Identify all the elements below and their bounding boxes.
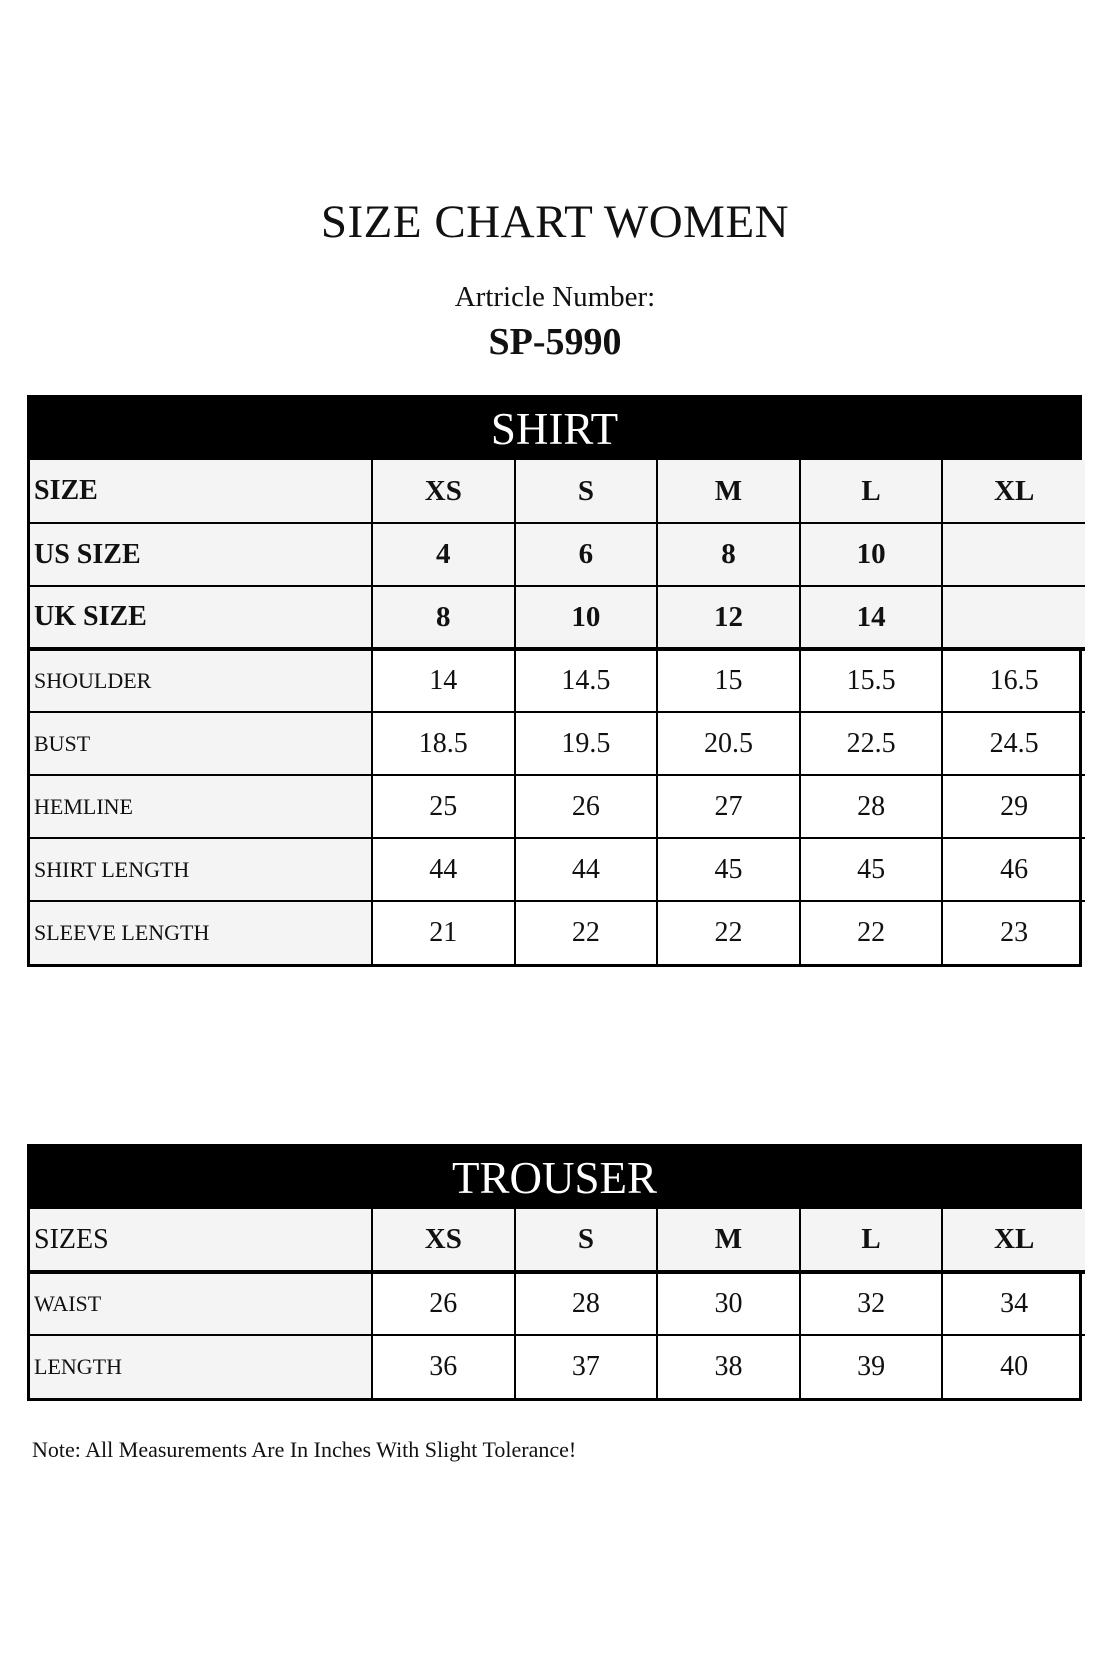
table-cell: 22.5 [800,712,943,775]
shirt-header-cell: XS [372,460,515,523]
trouser-header-cell: SIZES [30,1209,372,1272]
shoulder-row [30,649,1085,712]
table-cell: 14.5 [515,649,658,712]
length-row [30,1335,1085,1398]
table-cell: 8 [657,523,800,586]
us-size-row [30,523,1085,586]
table-cell: 16.5 [942,649,1085,712]
table-cell: 29 [942,775,1085,838]
row-label: WAIST [30,1272,372,1335]
page-title: SIZE CHART WOMEN [320,196,790,248]
table-cell: 15 [657,649,800,712]
row-label: LENGTH [30,1335,372,1398]
table-cell: 28 [515,1272,658,1335]
table-cell: 10 [800,523,943,586]
shirt-header-cell: S [515,460,658,523]
table-cell: 36 [372,1335,515,1398]
row-label: BUST [30,712,372,775]
table-cell: 19.5 [515,712,658,775]
table-cell: 44 [515,838,658,901]
table-cell: 14 [800,586,943,649]
shirt-header-cell: SIZE [30,460,372,523]
bust-row [30,712,1085,775]
uk-size-row [30,586,1085,649]
row-label: HEMLINE [30,775,372,838]
trouser-size-table [27,1144,1082,1401]
table-cell: 12 [657,586,800,649]
shirt-header-row [30,460,1085,523]
table-cell: 22 [657,901,800,964]
table-cell: 39 [800,1335,943,1398]
table-cell: 10 [515,586,658,649]
article-number-label: Artricle Number: [454,281,656,313]
shirt-size-table [27,395,1082,967]
sleeve-length-row [30,901,1085,964]
trouser-header-row [30,1209,1085,1272]
table-cell: 46 [942,838,1085,901]
table-cell: 26 [372,1272,515,1335]
trouser-header-cell: L [800,1209,943,1272]
article-number: SP-5990 [488,321,622,363]
table-cell: 37 [515,1335,658,1398]
table-cell: 18.5 [372,712,515,775]
table-cell: 15.5 [800,649,943,712]
table-cell: 34 [942,1272,1085,1335]
row-label: US SIZE [30,523,372,586]
table-cell: 38 [657,1335,800,1398]
table-cell: 45 [657,838,800,901]
table-cell: 25 [372,775,515,838]
table-cell: 40 [942,1335,1085,1398]
row-label: UK SIZE [30,586,372,649]
shirt-heading: SHIRT [30,398,1079,460]
table-cell: 4 [372,523,515,586]
table-cell: 28 [800,775,943,838]
waist-row [30,1272,1085,1335]
table-cell: 21 [372,901,515,964]
table-cell: 20.5 [657,712,800,775]
table-cell: 44 [372,838,515,901]
row-label: SHOULDER [30,649,372,712]
table-cell [942,586,1085,649]
trouser-heading: TROUSER [30,1147,1079,1209]
row-label: SHIRT LENGTH [30,838,372,901]
table-cell: 22 [515,901,658,964]
shirt-header-cell: M [657,460,800,523]
table-cell [942,523,1085,586]
trouser-header-cell: M [657,1209,800,1272]
table-cell: 26 [515,775,658,838]
table-cell: 23 [942,901,1085,964]
trouser-header-cell: S [515,1209,658,1272]
trouser-header-cell: XS [372,1209,515,1272]
shirt-header-cell: XL [942,460,1085,523]
table-cell: 24.5 [942,712,1085,775]
trouser-header-cell: XL [942,1209,1085,1272]
row-label: SLEEVE LENGTH [30,901,372,964]
table-cell: 8 [372,586,515,649]
table-cell: 22 [800,901,943,964]
shirt-length-row [30,838,1085,901]
measurement-note: Note: All Measurements Are In Inches With Slight Tolerance! [32,1437,577,1462]
table-cell: 32 [800,1272,943,1335]
table-cell: 45 [800,838,943,901]
table-cell: 14 [372,649,515,712]
table-cell: 30 [657,1272,800,1335]
table-cell: 27 [657,775,800,838]
hemline-row [30,775,1085,838]
shirt-header-cell: L [800,460,943,523]
table-cell: 6 [515,523,658,586]
